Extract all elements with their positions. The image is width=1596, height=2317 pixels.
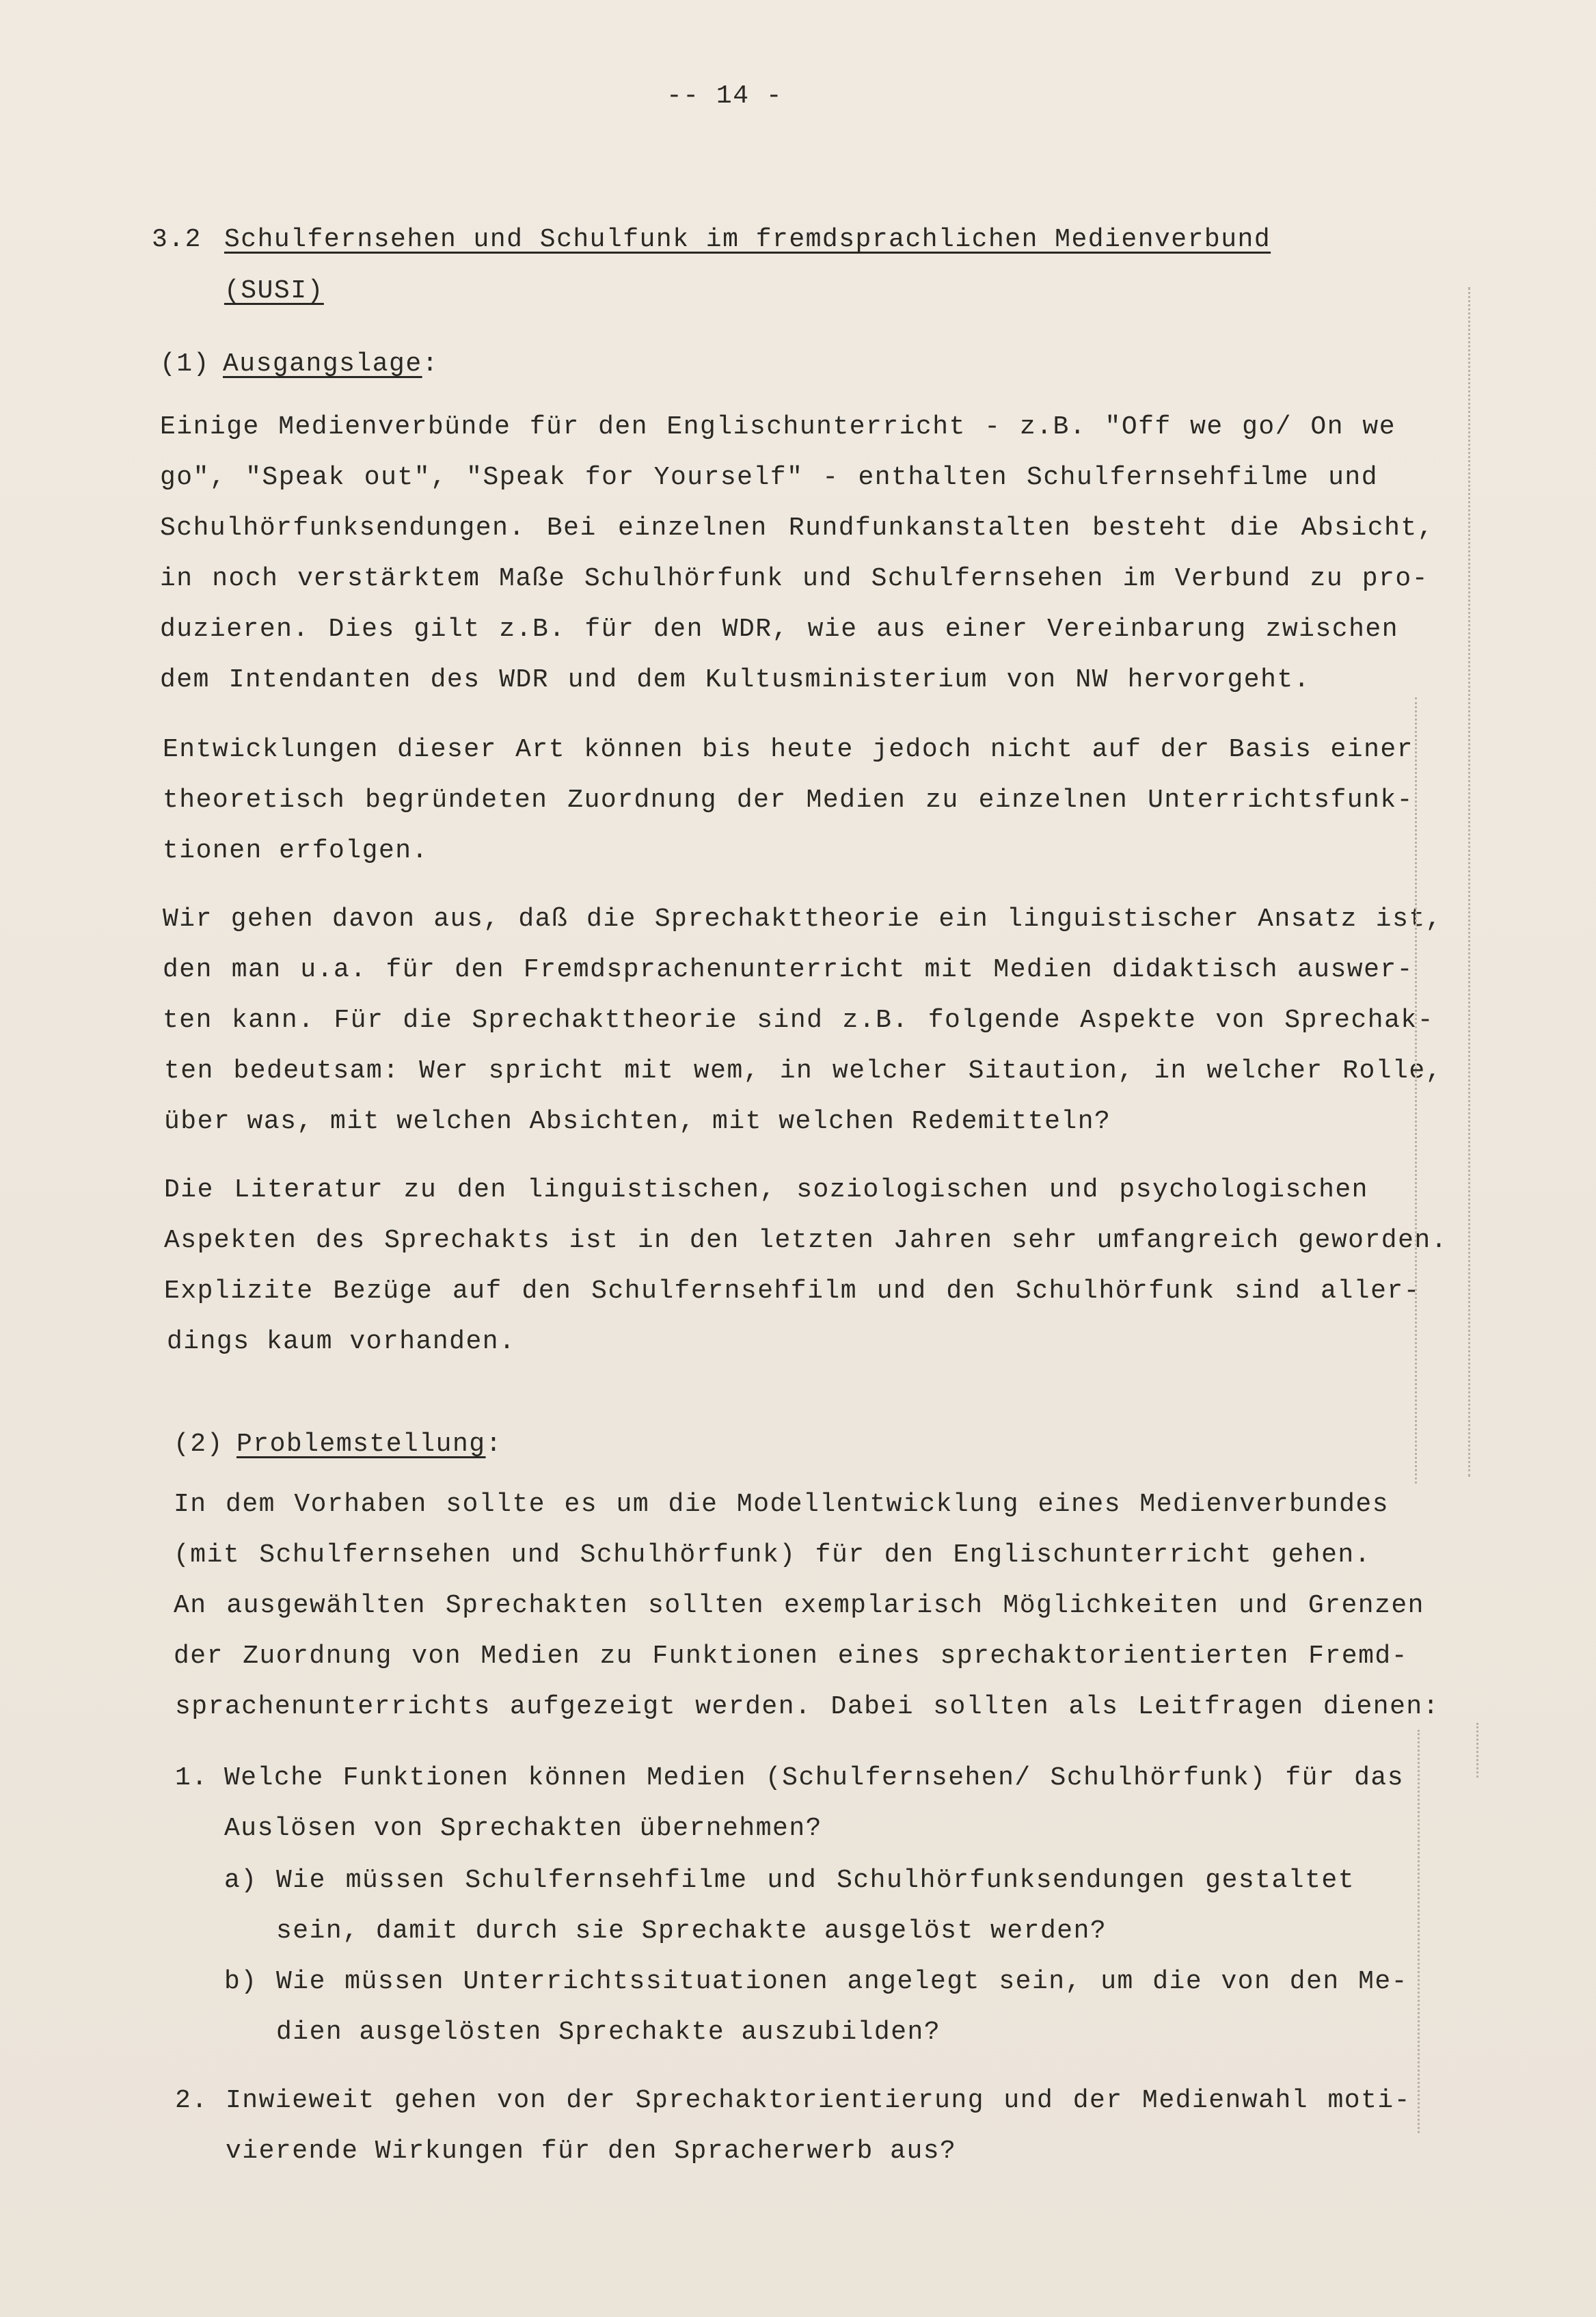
text-line: sein, damit durch sie Sprechakte ausgelöst werden? xyxy=(276,1916,1107,1946)
page-number: -- 14 - xyxy=(666,81,783,111)
text-line: den man u.a. für den Fremdsprachenunterricht mit Medien didaktisch auswer- xyxy=(163,955,1414,985)
margin-rule xyxy=(1415,697,1417,1484)
text-line: Explizite Bezüge auf den Schulfernsehfilm und den Schulhörfunk sind aller- xyxy=(164,1276,1420,1306)
section-title-line1: Schulfernsehen und Schulfunk im fremdsprachlichen Medienverbund xyxy=(224,225,1271,254)
text-line: Entwicklungen dieser Art können bis heute jedoch nicht auf der Basis einer xyxy=(163,735,1414,764)
text-line: sprachenunterrichts aufgezeigt werden. Dabei sollten als Leitfragen dienen: xyxy=(175,1692,1439,1722)
part2-heading: Problemstellung xyxy=(236,1430,486,1459)
question-1b-label: b) xyxy=(224,1967,258,1996)
question-2-number: 2. xyxy=(175,2086,208,2115)
part2-heading-colon: : xyxy=(485,1430,502,1459)
text-line: über was, mit welchen Absichten, mit welchen Redemitteln? xyxy=(164,1107,1111,1136)
text-line: Wie müssen Unterrichtssituationen angelegt sein, um die von den Me- xyxy=(276,1967,1408,1996)
text-line: theoretisch begründeten Zuordnung der Medien zu einzelnen Unterrichtsfunk- xyxy=(163,786,1414,815)
text-line: der Zuordnung von Medien zu Funktionen eines sprechaktorientierten Fremd- xyxy=(174,1642,1408,1671)
part2-number: (2) xyxy=(174,1430,224,1459)
section-title-line2: (SUSI) xyxy=(224,276,324,306)
text-line: Welche Funktionen können Medien (Schulfernsehen/ Schulhörfunk) für das xyxy=(224,1763,1404,1793)
text-line: ten kann. Für die Sprechakttheorie sind z.B. folgende Aspekte von Sprechak- xyxy=(163,1006,1434,1035)
text-line: Schulhörfunksendungen. Bei einzelnen Rundfunkanstalten besteht die Absicht, xyxy=(160,513,1434,543)
text-line: Inwieweit gehen von der Sprechaktorientierung und der Medienwahl moti- xyxy=(226,2086,1411,2115)
margin-rule xyxy=(1468,287,1470,1477)
margin-rule xyxy=(1476,1723,1478,1778)
text-line: Aspekten des Sprechakts ist in den letzten Jahren sehr umfangreich geworden. xyxy=(164,1226,1448,1255)
text-line: (mit Schulfernsehen und Schulhörfunk) für den Englischunterricht gehen. xyxy=(174,1540,1371,1570)
part1-heading: Ausgangslage xyxy=(223,349,422,379)
text-line: ten bedeutsam: Wer spricht mit wem, in welcher Sitaution, in welcher Rolle, xyxy=(164,1056,1442,1086)
text-line: Wie müssen Schulfernsehfilme und Schulhörfunksendungen gestaltet xyxy=(276,1866,1355,1895)
text-line: tionen erfolgen. xyxy=(163,836,429,866)
question-1-number: 1. xyxy=(175,1763,208,1793)
part1-heading-colon: : xyxy=(422,349,439,379)
text-line: in noch verstärktem Maße Schulhörfunk und Schulfernsehen im Verbund zu pro- xyxy=(160,564,1429,593)
text-line: vierende Wirkungen für den Spracherwerb aus? xyxy=(226,2137,957,2166)
text-line: Die Literatur zu den linguistischen, soziologischen und psychologischen xyxy=(164,1175,1368,1205)
text-line: go", "Speak out", "Speak for Yourself" - enthalten Schulfernsehfilme und xyxy=(160,463,1378,492)
part1-number: (1) xyxy=(160,349,210,379)
text-line: duzieren. Dies gilt z.B. für den WDR, wie aus einer Vereinbarung zwischen xyxy=(160,615,1398,644)
text-line: In dem Vorhaben sollte es um die Modellentwicklung eines Medienverbundes xyxy=(174,1490,1389,1519)
part2-heading-wrap xyxy=(236,1429,502,1460)
section-number: 3.2 xyxy=(152,225,202,254)
text-line: Auslösen von Sprechakten übernehmen? xyxy=(224,1814,822,1843)
question-1a-label: a) xyxy=(224,1866,258,1895)
text-line: Einige Medienverbünde für den Englischunterricht - z.B. "Off we go/ On we xyxy=(160,412,1396,442)
text-line: dien ausgelösten Sprechakte auszubilden? xyxy=(276,2018,941,2047)
part1-heading-wrap xyxy=(223,349,439,380)
margin-rule xyxy=(1418,1730,1420,2133)
text-line: dings kaum vorhanden. xyxy=(167,1327,516,1356)
text-line: dem Intendanten des WDR und dem Kultusministerium von NW hervorgeht. xyxy=(160,665,1310,695)
text-line: An ausgewählten Sprechakten sollten exemplarisch Möglichkeiten und Grenzen xyxy=(174,1591,1424,1620)
text-line: Wir gehen davon aus, daß die Sprechakttheorie ein linguistischer Ansatz ist, xyxy=(163,905,1442,934)
